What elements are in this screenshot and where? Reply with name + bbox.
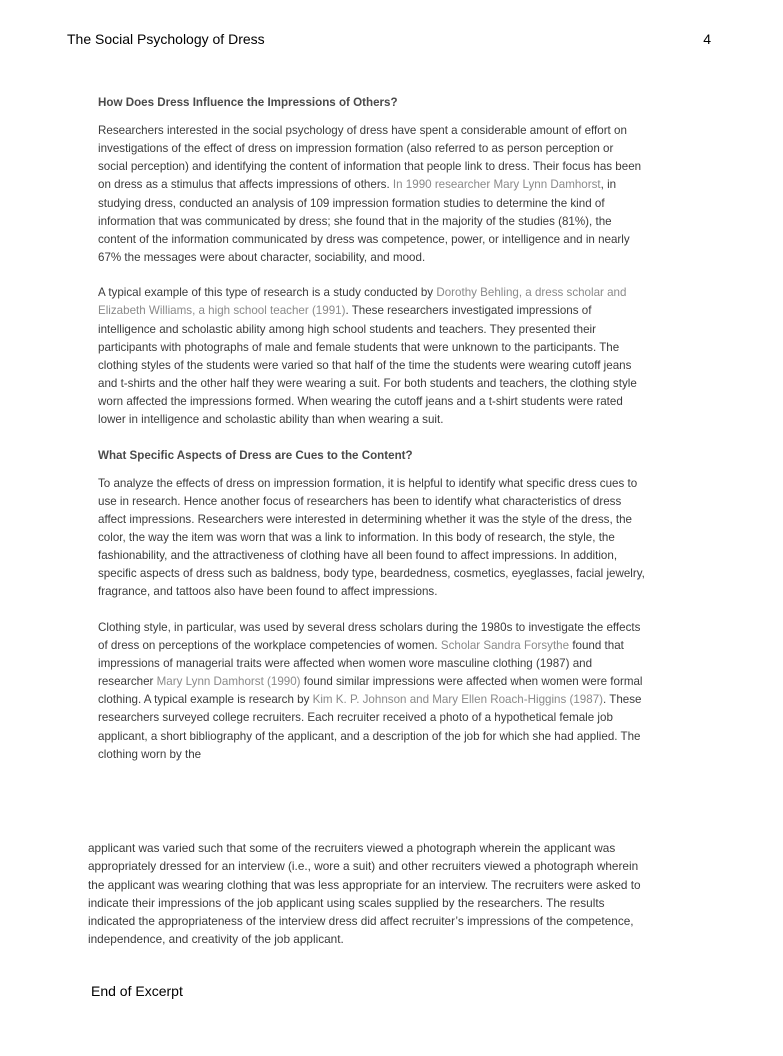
citation-behling-williams-1991: Dorothy Behling, a dress scholar and Elizabeth Williams, a high school teacher (1991) (98, 286, 627, 318)
citation-johnson-roach-higgins-1987: Kim K. P. Johnson and Mary Ellen Roach-Higgins (1987) (312, 693, 604, 707)
text-run: found that impressions of managerial traits were affected when women wore masculine clothing (1987) and researcher (98, 638, 624, 689)
text-run: Researchers interested in the social psychology of dress have spent a considerable amount of effort on investigations of the effect of dress on impression formation (also referred to as person perception or social perception) and identifying the content of information that people link to dress. Their focus has been on dress as a stimulus that affects impressions of others. (98, 124, 642, 192)
end-of-excerpt: End of Excerpt (91, 983, 183, 999)
text-run: A typical example of this type of research is a study conducted by (98, 286, 437, 300)
section-heading-impressions: How Does Dress Influence the Impressions of Others? (98, 96, 398, 109)
paragraph-typical-example (98, 284, 646, 429)
citation-forsythe: Scholar Sandra Forsythe (440, 638, 570, 652)
paragraph-clothing-style (98, 619, 646, 764)
paragraph-impression-formation (98, 122, 646, 267)
section-heading-dress-cues: What Specific Aspects of Dress are Cues to the Content? (98, 448, 413, 462)
text-run: . These researchers surveyed college recruiters. Each recruiter received a photo of a hypothetical female job applicant, a short bibliography of the applicant, and a description of the job for which she had applied. The clothing worn by the (98, 693, 642, 761)
citation-damhorst-1990b: Mary Lynn Damhorst (1990) (156, 675, 301, 689)
text-run: , in studying dress, conducted an analysis of 109 impression formation studies to determine the kind of information that was communicated by dress; she found that in the majority of the studies (81%), the content of the information communicated by dress was competence, power, or intelligence and in nearly 67% the messages were about character, sociability, and mood. (98, 178, 630, 265)
paragraph-dress-cues: To analyze the effects of dress on impression formation, it is helpful to identify what specific dress cues to use in research. Hence another focus of researchers has been to identify what characteristics of dress affect impressions. Researchers were interested in determining whether it was the style of the dress, the color, the way the item was worn that was a link to information. In this body of research, the style, the fashionability, and the attractiveness of clothing have all been found to affect impressions. In addition, specific aspects of dress such as baldness, body type, beardedness, cosmetics, eyeglasses, facial jewelry, fragrance, and tattoos also have been found to affect impressions. (98, 476, 645, 599)
running-header-title: The Social Psychology of Dress (67, 31, 265, 47)
citation-damhorst-1990: In 1990 researcher Mary Lynn Damhorst (392, 178, 601, 192)
page-number: 4 (703, 31, 711, 47)
text-run: Clothing style, in particular, was used by several dress scholars during the 1980s to investigate the effects of dress on perceptions of the workplace competencies of women. (98, 620, 641, 652)
text-run: . These researchers investigated impressions of intelligence and scholastic ability among high school students and teachers. They presented their participants with photographs of male and female students that were unknown to the participants. The clothing styles of the students were varied so that half of the time the students were wearing cutoff jeans and t-shirts and the other half they were wearing a suit. For both students and teachers, the clothing style worn affected the impressions formed. When wearing the cutoff jeans and a t-shirt students were rated lower in intelligence and scholastic ability than when wearing a suit. (98, 304, 637, 427)
article-body (98, 94, 646, 781)
text-run: found similar impressions were affected when women were formal clothing. A typical example is research by (98, 675, 643, 707)
paragraph-continuation: applicant was varied such that some of the recruiters viewed a photograph wherein the applicant was appropriately dressed for an interview (i.e., wore a suit) and other recruiters viewed a photograph wherein the applicant was wearing clothing that was less appropriate for an interview. The recruiters were asked to indicate their impressions of the job applicant using scales supplied by the researchers. The results indicated the appropriateness of the interview dress did affect recruiter’s impressions of the competence, independence, and creativity of the job applicant. (88, 841, 641, 947)
